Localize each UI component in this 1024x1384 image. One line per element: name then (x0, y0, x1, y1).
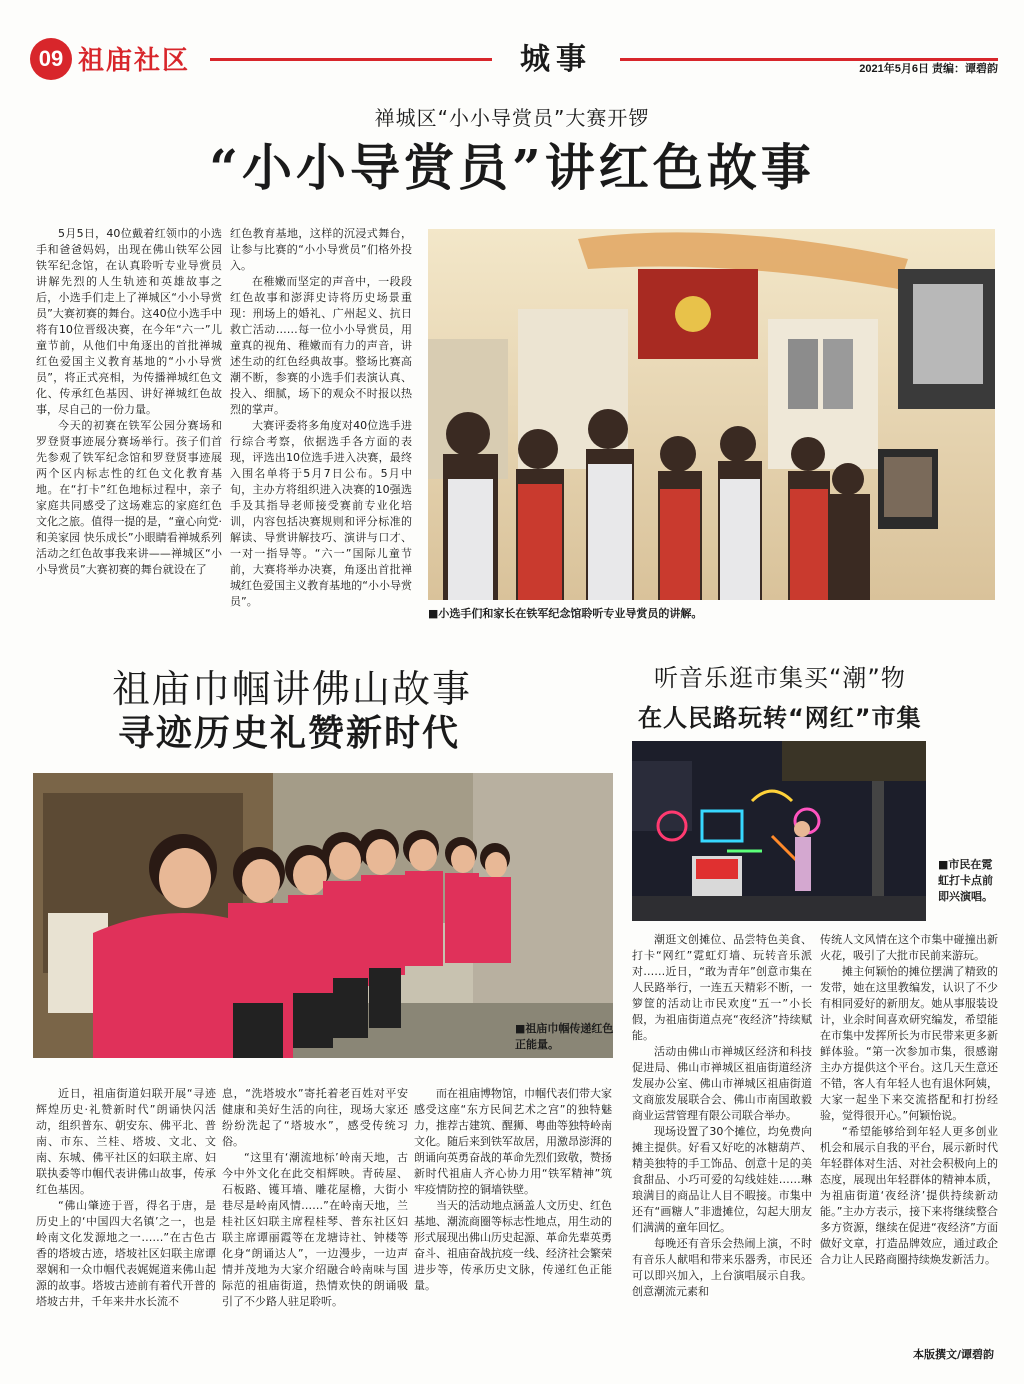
paragraph: “这里有‘潮流地标’岭南天地，古今中外文化在此交相辉映。青砖屋、石板路、镬耳墙、雕花屋檐，大街小巷尽是岭南风情……”在岭南天地，兰桂社区妇联主席程桂琴、普东社区妇联主席谭丽霞等在龙塘诗社、钟楼等化身“朗诵达人”，一边漫步，一边声情并茂地为大家介绍融合岭南味与国际范的祖庙街道，热情欢快的朗诵吸引了不少路人驻足聆听。 (222, 1151, 408, 1308)
paragraph: 在稚嫩而坚定的声音中，一段段红色故事和澎湃史诗将历史场景重现：刑场上的婚礼、广州起义、抗日救亡活动……每一位小小导赏员，用童真的视角、稚嫩而有力的声音，讲述生动的红色经典故事。整场比赛高潮不断，参赛的小选手们表演认真、投入、细腻，场下的观众不时报以热烈的掌声。 (230, 275, 412, 416)
paragraph: 传统人文风情在这个市集中碰撞出新火花，吸引了大批市民前来游玩。 (820, 933, 998, 962)
paragraph: 现场设置了30个摊位，均免费向摊主提供。好看又好吃的冰糖葫芦、精美独特的手工饰品、创意十足的美食甜品、小巧可爱的勾线娃娃……琳琅满目的商品让人目不暇接。市集中还有“画糖人”非遗摊位，勾起大朋友们满满的童年回忆。 (632, 1125, 812, 1234)
byline: 本版撰文/谭碧韵 (912, 1348, 994, 1361)
paragraph: 摊主何颖怡的摊位摆满了精致的发带，她在这里教编发，认识了不少有相同爱好的新朋友。她从事服装设计，业余时间喜欢研究编发，希望能在市集中发挥所长为市民带来更多新鲜体验。“第一次参加市集，很感谢主办方提供这个平台。这几天生意还不错，客人有年轻人也有退休阿姨，大家一起坐下来交流搭配和打扮经验，觉得很开心。”何颖怡说。 (820, 965, 998, 1122)
women-group-illustration (33, 773, 613, 1058)
night-market-photo (632, 741, 926, 921)
paragraph: 而在祖庙博物馆，巾帼代表们带大家感受这座“东方民间艺术之宫”的独特魅力，推荐古建筑、醒狮、粤曲等独特岭南文化。随后来到铁军故居，用激昂澎湃的朗诵向英勇奋战的革命先烈们致敬，赞扬新时代祖庙人齐心协力用“铁军精神”筑牢疫情防控的铜墙铁壁。 (414, 1087, 612, 1196)
night-market-photo-caption: ■市民在霓虹打卡点前即兴演唱。 (938, 858, 993, 903)
paragraph: 息，“洗塔坡水”寄托着老百姓对平安健康和美好生活的向往，现场大家还纷纷洗起了“塔坡水”，感受传统习俗。 (222, 1087, 408, 1148)
story3-column-1 (632, 932, 812, 1300)
story2-title-line2: 寻迹历史礼赞新时代 (118, 712, 461, 754)
page-number: 09 (30, 38, 72, 80)
story1-column-2 (230, 226, 412, 610)
story1-title: “小小导赏员”讲红色故事 (209, 138, 815, 197)
women-group-photo (33, 773, 613, 1058)
story3-column-2 (820, 932, 998, 1268)
paragraph: 近日，祖庙街道妇联开展“寻迹辉煌历史·礼赞新时代”朗诵快闪活动，组织普东、朝安东、佛平北、普南、市东、兰桂、塔坡、文北、文南、东城、佛平社区的妇联主席、妇联执委等巾帼代表讲佛山故事，传承红色基因。 (36, 1087, 216, 1196)
story2-column-3 (414, 1086, 612, 1294)
story1-subtitle: 禅城区“小小导赏员”大赛开锣 (374, 106, 650, 130)
story2-column-1 (36, 1086, 216, 1310)
paragraph: 红色教育基地，这样的沉浸式舞台，让参与比赛的“小小导赏员”们格外投入。 (230, 227, 412, 272)
date-editor: 2021年5月6日 责编：谭碧韵 (859, 63, 998, 75)
paragraph: 当天的活动地点涵盖人文历史、红色基地、潮流商圈等标志性地点，用生动的形式展现出佛山历史起源、革命先辈英勇奋斗、祖庙奋战抗疫一线、经济社会繁荣进步等，传承历史文脉，传递红色正能量。 (414, 1199, 612, 1292)
paragraph: 每晚还有音乐会热闹上演，不时有音乐人献唱和带来乐器秀，市民还可以即兴加入，上台演唱展示自我。创意潮流元素和 (632, 1237, 812, 1298)
paragraph: 潮逛文创摊位、品尝特色美食、打卡“网红”霓虹灯墙、玩转音乐派对……近日，“敢为青年”创意市集在人民路举行，一连五天精彩不断，一箩筐的活动让市民欢度“五一”小长假，为祖庙街道点亮“夜经济”持续赋能。 (632, 933, 812, 1042)
story3-title-line2: 在人民路玩转“网红”市集 (638, 704, 922, 732)
paragraph: 今天的初赛在铁军公园分赛场和罗登贤事迹展分赛场举行。孩子们首先参观了铁军纪念馆和罗登贤事迹展两个区内标志性的红色文化教育基地。在“打卡”红色地标过程中，亲子家庭共同感受了这场难忘的家庭红色文化之旅。值得一提的是，“童心向党·和美家园 快乐成长”小眼睛看禅城系列活动之红色故事我来讲——禅城区“小小导赏员”大赛初赛的舞台就设在了 (36, 419, 222, 576)
museum-photo-caption: ■小选手们和家长在铁军纪念馆聆听专业导赏员的讲解。 (428, 607, 703, 620)
paragraph: “佛山肇迹于晋，得名于唐，是历史上的‘中国四大名镇’之一，也是岭南文化发源地之一……”在古色古香的塔坡古迹，塔坡社区妇联主席谭翠娴和一众巾帼代表娓娓道来佛山起源的故事。塔坡古迹前有着代开普的塔坡古井，千年来井水长流不 (36, 1199, 216, 1308)
page-header (30, 28, 998, 80)
header-rule-left (210, 58, 492, 61)
paragraph: 大赛评委将多角度对40位选手进行综合考察，依据选手各方面的表现，评选出10位选手进入决赛，最终入围名单将于5月7日公布。5月中旬，主办方将组织进入决赛的10强选手及其指导老师接受赛前专业化培训，内容包括决赛规则和评分标准的解读、导赏讲解技巧、演讲与口才、一对一指导等。“六一”国际儿童节前，大赛将举办决赛，角逐出首批禅城红色爱国主义教育基地的“小小导赏员”。 (230, 419, 412, 608)
column-name: 祖庙社区 (78, 46, 191, 76)
paragraph: 5月5日，40位戴着红领巾的小选手和爸爸妈妈，出现在佛山铁军公园铁军纪念馆，在认真聆听专业导赏员讲解先烈的人生轨迹和英雄故事之后，小选手们走上了禅城区“小小导赏员”大赛初赛的舞台。这40位小选手中将有10位晋级决赛，在今年“六一”儿童节前，从他们中角逐出的首批禅城红色爱国主义教育基地的“小小导赏员”，将正式亮相，为传播禅城红色文化、传承红色基因、讲好禅城红色故事，尽自己的一份力量。 (36, 227, 222, 416)
women-photo-caption: ■祖庙巾帼传递红色正能量。 (515, 1022, 614, 1051)
story3-title-line1: 听音乐逛市集买“潮”物 (654, 664, 906, 692)
paragraph: 活动由佛山市禅城区经济和科技促进局、佛山市禅城区祖庙街道经济发展办公室、佛山市禅城区祖庙街道文商旅发展联合会、佛山市南国敢毅商业运营管理有限公司联合举办。 (632, 1045, 812, 1122)
museum-photo-illustration (428, 229, 995, 600)
night-market-illustration (632, 741, 926, 921)
museum-photo (428, 229, 995, 600)
story2-title-line1: 祖庙巾帼讲佛山故事 (112, 667, 473, 711)
section-name: 城事 (520, 42, 592, 77)
paragraph: “希望能够给到年轻人更多创业机会和展示自我的平台，展示新时代年轻群体对生活、对社会积极向上的态度，展现出年轻群体的精神本质，为祖庙街道‘夜经济’提供持续新动能。”主办方表示，接下来将继续整合多方资源，继续在促进“夜经济”方面做好文章，打造品牌效应，通过政企合力让人民路商圈持续焕发新活力。 (820, 1125, 998, 1266)
story2-column-2 (222, 1086, 408, 1310)
story1-column-1 (36, 226, 222, 578)
